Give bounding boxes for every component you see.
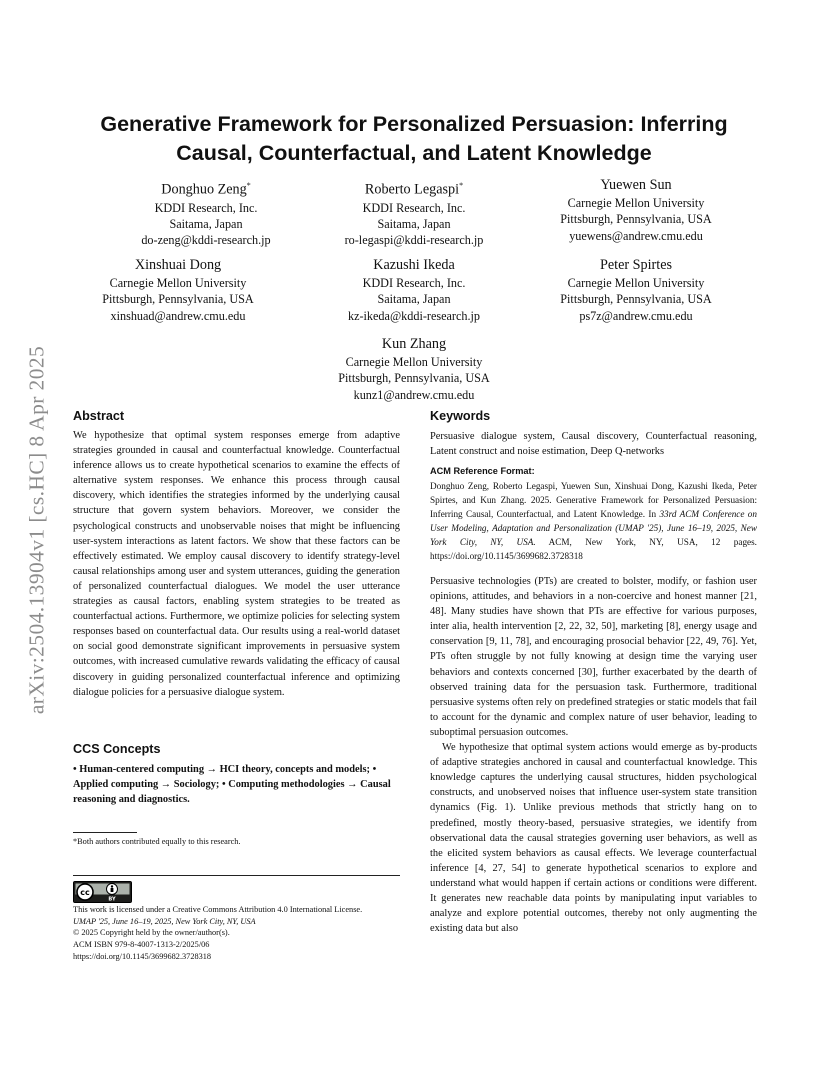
author-location: Saitama, Japan xyxy=(169,217,243,232)
author-name: Kazushi Ikeda xyxy=(373,257,455,273)
ccs-item: • Human-centered computing → HCI theory, concepts and models; xyxy=(73,764,370,775)
license-copyright: © 2025 Copyright held by the owner/author(s). xyxy=(73,928,230,938)
ccs-concepts xyxy=(73,762,400,807)
cc-by-license-icon xyxy=(73,881,132,903)
keywords-heading: Keywords xyxy=(430,409,491,423)
author-email: yuewens@andrew.cmu.edu xyxy=(569,228,703,243)
author-affiliation: KDDI Research, Inc. xyxy=(362,200,466,215)
paper-title: Generative Framework for Personalized Persuasion: Inferring Causal, Counterfactual, and Latent Knowledge xyxy=(100,112,728,165)
arxiv-identifier xyxy=(22,290,52,770)
author-affiliation: Carnegie Mellon University xyxy=(567,196,705,210)
author-block xyxy=(516,176,756,244)
author-block xyxy=(294,176,534,249)
license-isbn: ACM ISBN 979-8-4007-1313-2/2025/06 xyxy=(73,940,210,950)
author-block xyxy=(58,256,298,324)
equal-contribution-mark: * xyxy=(246,181,251,190)
arxiv-identifier-text: arXiv:2504.13904v1 [cs.HC] 8 Apr 2025 xyxy=(24,345,49,715)
acm-reference-heading: ACM Reference Format: xyxy=(430,466,535,476)
svg-text:cc: cc xyxy=(80,888,90,897)
svg-text:BY: BY xyxy=(108,896,116,902)
ccs-item: • Applied computing → Sociology; xyxy=(73,764,377,791)
license-doi: https://doi.org/10.1145/3699682.3728318 xyxy=(73,951,212,961)
footnote: *Both authors contributed equally to this research. xyxy=(73,837,241,846)
author-email: kz-ikeda@kddi-research.jp xyxy=(347,308,481,323)
author-location: Pittsburgh, Pennsylvania, USA xyxy=(102,292,254,307)
author-affiliation: Carnegie Mellon University xyxy=(109,276,247,290)
intro-paragraph: Persuasive technologies (PTs) are created to bolster, modify, or fashion user opinions, attitudes, and behaviors in a non-coercive and honest manner [21, 48]. Many studies have shown that PTs are effective for various purposes, inter alia, health intervention [2, 22, 32, 50], marketing [8], energy usage and conservation [9, 11, 78], and encouraging prosocial behavior [22, 49, 76]. Yet, PTs often struggle by not fully knowing at design time the varying user behaviors and contexts concerned [30], further exacerbated by the dearth of observed training data for the persuasion task. Furthermore, traditional persuasive systems often rely on predefined strategies or static models that fail to account for the dynamic and complex nature of user behavior, leading to suboptimal persuasion outcomes. xyxy=(430,576,757,738)
license-venue: UMAP '25, June 16–19, 2025, New York City, NY, USA xyxy=(73,916,256,926)
author-location: Saitama, Japan xyxy=(377,292,451,307)
author-name: Kun Zhang xyxy=(381,336,447,352)
author-affiliation: Carnegie Mellon University xyxy=(345,355,483,369)
author-block xyxy=(294,256,534,324)
abstract-section xyxy=(73,409,400,700)
intro-paragraph: We hypothesize that optimal system actions would emerge as by-products of adaptive strategies anchored in causal and counterfactual knowledge. This knowledge captures the underlying causal structures, hidden psychological constructs, and unobserved noises that influence user-system state transition dynamics (Fig. 1). Unlike previous methods that strictly hang on to predefined, mostly theory-based, persuasive strategies, we identify from observational data the causal strategies governing user behaviors, as well as the elicited system behaviors as causal effects. We leverage counterfactual inference [4, 27, 54] to generate hypothetical scenarios to explore and understand what would happen if certain actions or conditions were different. It generates new reachable data points by manipulating input variables to analyze and explore potential outcomes, thereby not only augmenting the existing data but also xyxy=(430,742,757,935)
author-affiliation: KDDI Research, Inc. xyxy=(154,200,258,215)
ccs-heading: CCS Concepts xyxy=(73,742,161,756)
footnote-rule xyxy=(73,832,137,833)
author-email: kunz1@andrew.cmu.edu xyxy=(353,387,475,402)
author-affiliation: KDDI Research, Inc. xyxy=(362,276,466,290)
equal-contribution-mark: * xyxy=(459,181,464,190)
abstract-text: We hypothesize that optimal system responses emerge from adaptive strategies grounded in causal and counterfactual knowledge. Counterfactual inference allows us to create hypothetical scenarios to examine the effects of alternative system responses. We enhance this process through causal discovery, which identifies the strategies informed by the underlying causal structure that govern system behaviors. Moreover, we consider the psychological constructs and unobservable noises that might be influencing user-system interactions as latent factors. We show that these factors can be effectively estimated. We employ causal discovery to identify strategy-level causal relationships among user and system utterances, guiding the generation of personalized counterfactual dialogues. We model the user utterance strategies as causal factors, enabling system strategies to be treated as counterfactual actions. Furthermore, we optimize policies for selecting system responses based on counterfactual data. Our results using a real-world dataset on social good demonstrate significant improvements in persuasive system outcomes, with increased cumulative rewards validating the efficacy of causal discovery in guiding personalized counterfactual inference and optimizing dialogue policies for a persuasive dialogue system. xyxy=(73,430,400,698)
author-email: ro-legaspi@kddi-research.jp xyxy=(344,233,484,248)
author-block xyxy=(294,335,534,403)
author-block xyxy=(86,176,326,249)
author-name: Peter Spirtes xyxy=(599,257,673,273)
ccs-section xyxy=(73,742,400,807)
ccs-item: • Computing methodologies → Causal reasoning and diagnostics. xyxy=(73,779,391,806)
license-rule xyxy=(73,875,400,876)
keywords-text: Persuasive dialogue system, Causal discovery, Counterfactual reasoning, Latent construct and noise estimation, Deep Q-networks xyxy=(430,431,757,458)
author-email: ps7z@andrew.cmu.edu xyxy=(579,308,693,323)
author-block xyxy=(516,256,756,324)
acm-reference-section xyxy=(430,465,757,564)
author-name: Donghuo Zeng xyxy=(161,181,247,198)
author-location: Saitama, Japan xyxy=(377,217,451,232)
license-block xyxy=(73,904,413,963)
introduction-section xyxy=(430,574,757,936)
author-name: Xinshuai Dong xyxy=(134,257,222,273)
acm-reference-text: Donghuo Zeng, Roberto Legaspi, Yuewen Sun, Xinshuai Dong, Kazushi Ikeda, Peter Spirtes, and Kun Zhang. 2025. Generative Framework for Personalized Persuasion: Inferring Causal, Counterfactual, and Latent Knowledge. In 33rd ACM Conference on User Modeling, Adaptation and Personalization (UMAP '25), June 16–19, 2025, New York City, NY, USA. ACM, New York, NY, USA, 12 pages. https://doi.org/10.1145/3699682.3728318 xyxy=(430,481,757,562)
keywords-section xyxy=(430,409,757,459)
author-location: Pittsburgh, Pennsylvania, USA xyxy=(560,292,712,307)
acm-reference-venue: 33rd ACM Conference on User Modeling, Adaptation and Personalization (UMAP '25), June 16–19, 2025, New York City, NY, USA. xyxy=(430,509,757,548)
abstract-heading: Abstract xyxy=(73,409,125,423)
author-email: do-zeng@kddi-research.jp xyxy=(141,233,271,248)
author-name: Roberto Legaspi xyxy=(364,181,460,198)
author-location: Pittsburgh, Pennsylvania, USA xyxy=(338,371,490,386)
author-affiliation: Carnegie Mellon University xyxy=(567,276,705,290)
author-email: xinshuad@andrew.cmu.edu xyxy=(110,308,246,323)
license-statement: This work is licensed under a Creative Commons Attribution 4.0 International License. xyxy=(73,905,363,914)
author-location: Pittsburgh, Pennsylvania, USA xyxy=(560,212,712,227)
author-name: Yuewen Sun xyxy=(600,177,672,193)
